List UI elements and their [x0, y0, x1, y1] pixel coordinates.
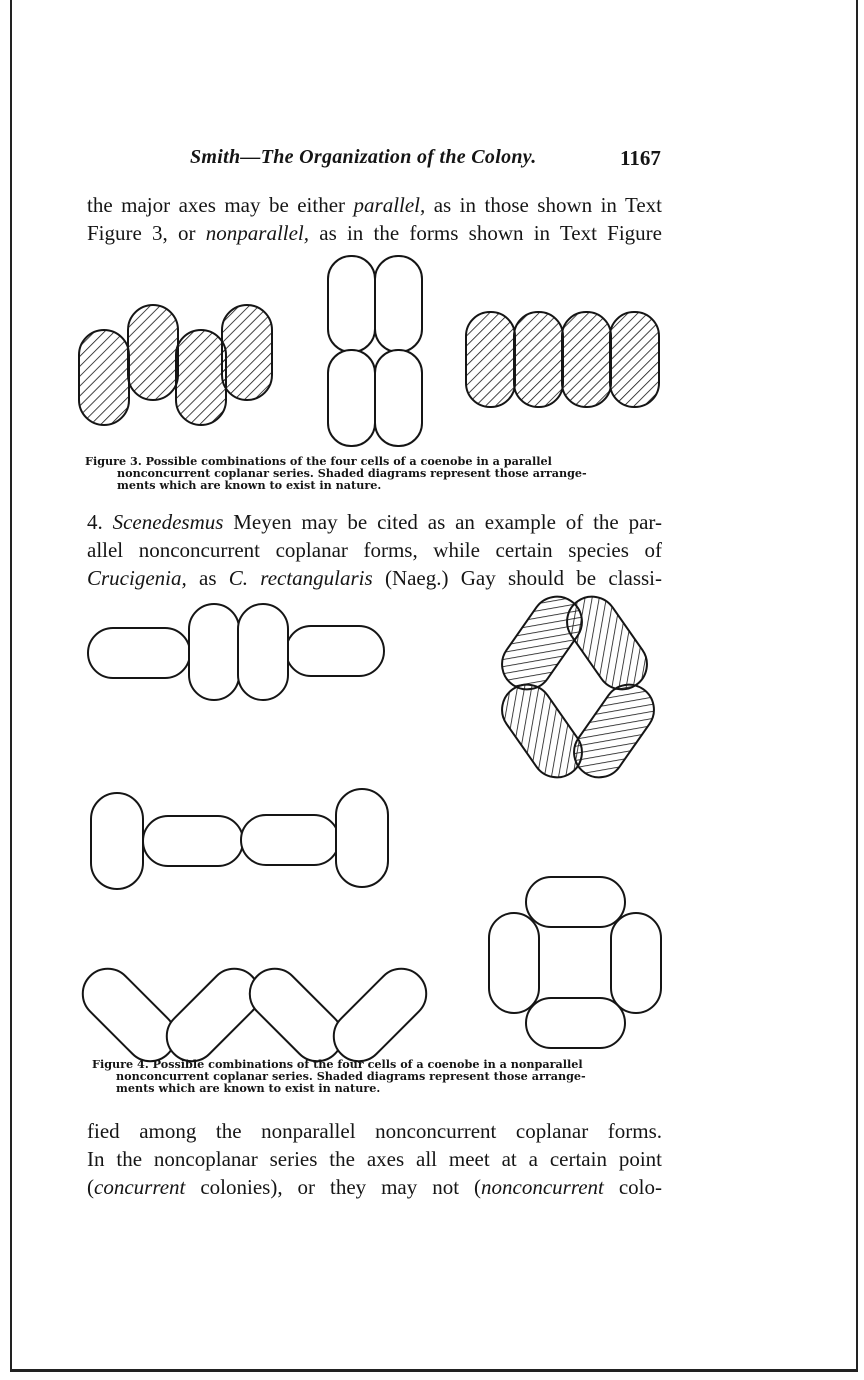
paragraph-3 — [87, 1117, 662, 1201]
figure-4-caption: Figure 4. Possible combinations of the four cells of a coenobe in a nonparallel nonconcurrent coplanar series. Shaded diagrams represent those arrange- ments which are known to exist in nature. — [92, 1057, 586, 1095]
text-line: the major axes may be either parallel, as in those shown in Text — [87, 193, 663, 217]
text-line: fied among the nonparallel nonconcurrent coplanar forms. — [87, 1119, 662, 1143]
text-line: (concurrent colonies), or they may not (nonconcurrent colo- — [87, 1175, 663, 1199]
paragraph-2 — [87, 508, 662, 592]
fig3-staggered-shaded-diagram — [79, 305, 272, 425]
running-title: Smith—The Organization of the Colony. — [190, 146, 537, 168]
figure-3-caption: Figure 3. Possible combinations of the four cells of a coenobe in a parallel nonconcurrent coplanar series. Shaded diagrams represent those arrange- ments which are known to exist in nature. — [85, 454, 587, 492]
text-line: Figure 3, or nonparallel, as in the forms shown in Text Figure — [87, 221, 662, 245]
fig4-zigzag-diagram — [72, 958, 436, 1071]
text-line: In the noncoplanar series the axes all meet at a certain point — [87, 1147, 662, 1171]
fig3-block-unshaded-diagram — [328, 256, 422, 446]
fig4-bracket-diagram — [91, 789, 388, 889]
fig4-ring-diagram — [489, 877, 661, 1048]
fig4-mixed-row-diagram — [88, 604, 384, 700]
text-line: Crucigenia, as C. rectangularis (Naeg.) Gay should be classi- — [87, 566, 663, 590]
fig3-linear-shaded-diagram — [466, 312, 659, 407]
fig4-diamond-shaded-diagram — [492, 587, 663, 787]
text-line: allel nonconcurrent coplanar forms, while certain species of — [87, 538, 662, 562]
page-number: 1167 — [620, 146, 661, 170]
text-line: 4. Scenedesmus Meyen may be cited as an example of the par- — [87, 510, 662, 534]
